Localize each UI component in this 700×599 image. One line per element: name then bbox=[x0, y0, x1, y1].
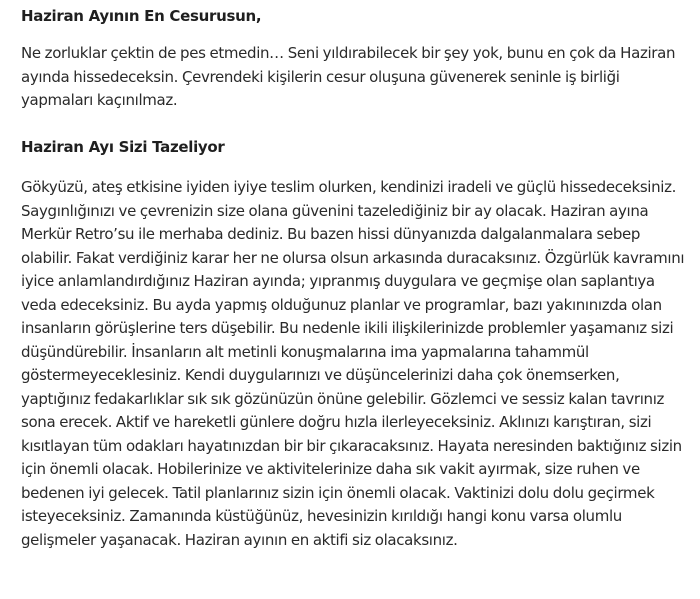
section-heading-cesur: Haziran Ayının En Cesurusun, bbox=[21, 7, 262, 25]
section-paragraph-tazeliyor: Gökyüzü, ateş etkisine iyiden iyiye teslim olurken, kendinizi iradeli ve güçlü hissedeceksiniz. Saygınlığınızı ve çevrenizin size olana güvenini tazelediğiniz bir ay olacak. Haziran ayına Merkür Retro’su ile merhaba dediniz. Bu bazen hissi dünyanızda dalgalanmalara sebep olabilir. Fakat verdiğiniz karar her ne olursa olsun arkasında duracaksınız. Özgürlük kavramını iyice anlamlandırdığınız Haziran ayında; yıpranmış duygulara ve geçmişe olan saplantıya veda edeceksiniz. Bu ayda yapmış olduğunuz planlar ve programlar, bazı yakınınızda olan insanların görüşlerine ters düşebilir. Bu nedenle ikili ilişkilerinizde problemler yaşamanız sizi düşündürebilir. İnsanların alt metinli konuşmalarına ima yapmalarına tahammül göstermeyeceklesiniz. Kendi duygularınızı ve düşüncelerinizi daha çok önemserken, yaptığınız fedakarlıklar sık sık gözünüzün önüne gelebilir. Gözlemci ve sessiz kalan tavrınız sona erecek. Aktif ve hareketli günlere doğru hızla ilerleyeceksiniz. Aklınızı karıştıran, sizi kısıtlayan tüm odakları hayatınızdan bir bir çıkaracaksınız. Hayata neresinden baktığınız sizin için önemli olacak. Hobilerinize ve aktivitelerinize daha sık vakit ayırmak, size ruhen ve bedenen iyi gelecek. Tatil planlarınız sizin için önemli olacak. Vaktinizi dolu dolu geçirmek isteyeceksiniz. Zamanında küstüğünüz, hevesinizin kırıldığı hangi konu varsa olumlu gelişmeler yaşanacak. Haziran ayının en aktifi siz olacaksınız. bbox=[21, 178, 685, 549]
section-heading-tazeliyor: Haziran Ayı Sizi Tazeliyor bbox=[21, 138, 225, 156]
section-paragraph-cesur: Ne zorluklar çektin de pes etmedin… Seni yıldırabilecek bir şey yok, bunu en çok da Haziran ayında hissedeceksin. Çevrendeki kişilerin cesur oluşuna güvenerek seninle iş birliği yapmaları kaçınılmaz. bbox=[21, 44, 676, 109]
